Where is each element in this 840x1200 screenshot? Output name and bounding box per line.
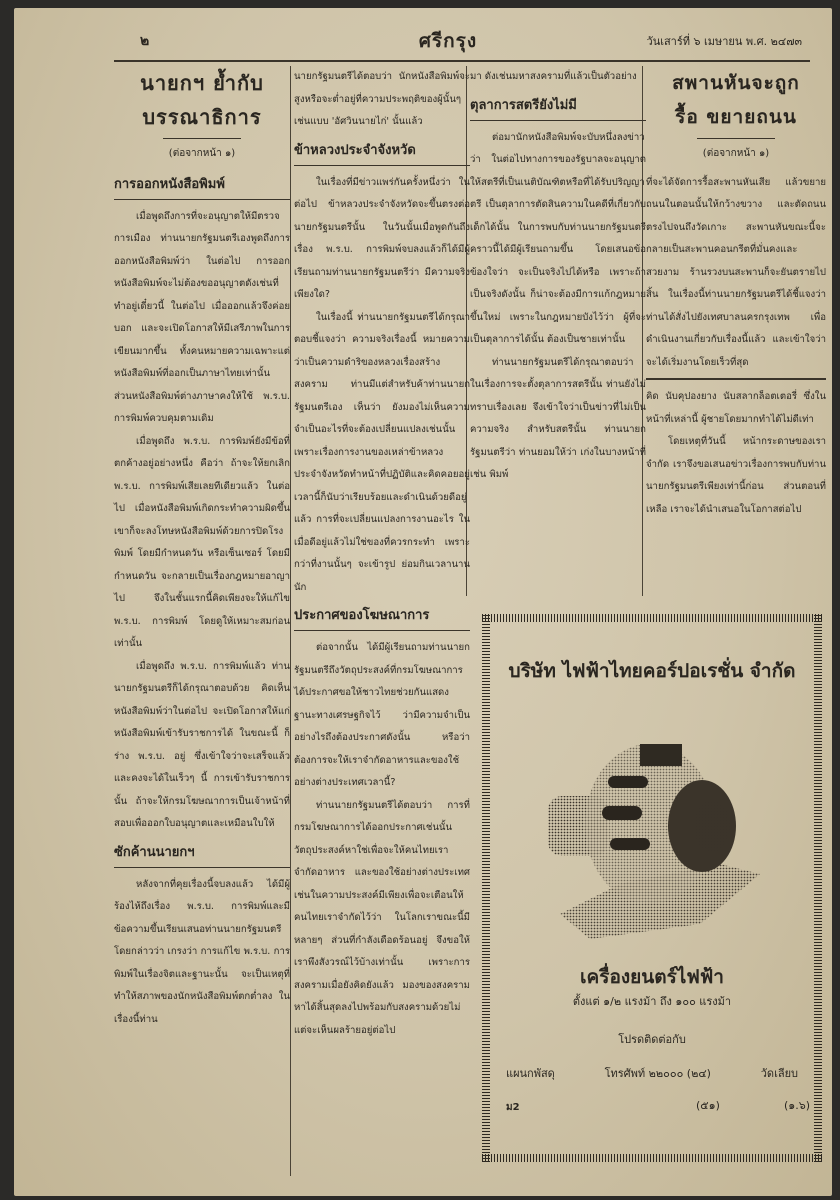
ad-reference-1: (๕๑) [696, 1099, 720, 1112]
ad-contact-label: โปรดติดต่อกับ [618, 1033, 686, 1046]
article-paragraph: ท่านนายกรัฐมนตรีได้ตอบว่า การที่กรมโฆษณาการได้ออกประกาศเช่นนั้น วัตถุประสงค์หาใช่เพื่อจะให้คนไทยเราจำกัดอาหาร และของใช้อย่างต่างประเทศเช่นในความประสงค์มีเพียงเพื่อจะเตือนให้คนไทยเราจำกัดไว้ว่า ในโลกเราขณะนี้มีหลายๆ ส่วนที่กำลังเดือดร้อนอยู่ จึงขอให้เราพึงสังวรณ์ไว้บ้างเท่านั้น เพราะการสงครามเมื่อยังคิดยังแล้ว มองของสงครามหาได้สิ้นสุดลงไปพร้อมกับสงครามด้วยไม่ แต่จะเห็นผลร้ายอยู่ต่อไป [294, 799, 470, 1036]
article-headline-line1: นายกฯ ย้ำกับ [140, 71, 264, 95]
newspaper-page [14, 8, 832, 1196]
ad-reference-2: (๑.๖) [783, 1099, 810, 1112]
article-paragraph: ต่อมานักหนังสือพิมพ์จะบับหนึ่งลงข่าวว่า ในต่อไปทางการของรัฐบาลจะอนุญาตให้สตรีที่เป็นเนติบัณฑิตหรือที่ได้รับปริญญาตรี เป็นตุลาการตัดสินความในคดีที่เกี่ยวกับเด็กได้นั้น ในการพบกับท่านนายกรัฐมนตรีคราวนี้ได้มีผู้เรียนถามขึ้น โดยเสนอข้อข้องใจว่า จะเป็นจริงไปได้หรือ เพราะถ้าเป็นจริงดังนั้น ก็น่าจะต้องมีการแก้กฎหมายขึ้นใหม่ เพราะในกฎหมายบังไว้ว่า ผู้ที่จะเป็นตุลาการได้นั้น ต้องเป็นชายเท่านั้น [470, 131, 646, 345]
continued-note: (ต่อจากหน้า ๑) [168, 148, 236, 159]
ad-address-row [506, 1064, 798, 1082]
article-paragraph: เมื่อพูดถึง พ.ร.บ. การพิมพ์แล้ว ท่านนายกรัฐมนตรีก็ได้กรุณาตอบด้วย คิดเห็นหนังสือพิมพ์ว่าในต่อไป จะเปิดโอกาสให้แก่หนังสือพิมพ์เข้ารับราชการได้ ในขณะนี้ ก็ร่าง พ.ร.บ. อยู่ ซึ่งเข้าใจว่าจะเสร็จแล้ว และคงจะได้ในเร็วๆ นี้ การเข้ารับราชการนั้น ถ้าจะให้กรมโฆษณาการเป็นเจ้าหน้าที่สอบเพื่อออกใบอนุญาตและเหมือนใบให้ [114, 660, 290, 829]
continued-note: (ต่อจากหน้า ๑) [702, 148, 770, 159]
article-paragraph: นายกรัฐมนตรีได้ตอบว่า นักหนังสือพิมพ์จะสูงหรือจะต่ำอยู่ที่ความประพฤติของผู้นั้นๆ เช่นแบบ 'อัศวินนายไก่' นั้นแล้ว [294, 71, 470, 127]
headline-rule [697, 138, 775, 139]
advertisement-box [476, 608, 828, 1168]
column-3 [470, 66, 646, 596]
article-paragraph: โดยเหตุที่วันนี้ หน้ากระดาษของเราจำกัด เราจึงขอเสนอข่าวเรื่องการพบกับท่านนายกรัฐมนตรีเพียงเท่านี้ก่อน ส่วนตอนที่เหลือ เราจะได้นำเสนอในโอกาสต่อไป [646, 436, 826, 515]
section-title: ตุลาการสตรียังไม่มี [470, 93, 646, 121]
column-divider [290, 66, 291, 1176]
article-paragraph: คิด นับคุปองยาง นับสลากล็อตเตอรี่ ซึ่งในหน้าที่เหล่านี้ ผู้ชายโดยมากทำได้ไม่ดีเท่า [646, 391, 826, 425]
ad-product-name: เครื่องยนตร์ไฟฟ้า [580, 966, 724, 988]
article-paragraph: หลังจากที่คุยเรื่องนี้จบลงแล้ว ได้มีผู้ร้องไห้ถึงเรื่อง พ.ร.บ. การพิมพ์และมีข้อความขึ้นเรียนเสนอท่านนายกรัฐมนตรีโดยกล่าวว่า เกรงว่า การแก้ไข พ.ร.บ. การพิมพ์ในเรื่องจิตและฐานะนั้น จะเป็นเหตุที่ทำให้สภาพของนักหนังสือพิมพ์ตกต่ำลง ในเรื่องนี้ท่าน [114, 878, 290, 1025]
article-paragraph: เมื่อพูดถึงการที่จะอนุญาตให้มีตรวจการเมือง ท่านนายกรัฐมนตรีเองพูดถึงการออกหนังสือพิมพ์ว่า ในต่อไป การออกหนังสือพิมพ์จะไม่ต้องขออนุญาตดังเช่นที่ทำอยู่เดี๋ยวนี้ ในต่อไป เมื่อออกแล้วจึงค่อยบอก และจะเปิดโอกาสให้มีเสรีภาพในการเขียนมากขึ้น ทั้งคนหมายความเฉพาะแต่หนังสือพิมพ์ที่ออกเป็นภาษาไทยเท่านั้น ส่วนหนังสือพิมพ์ต่างภาษาคงให้ใช้ พ.ร.บ. การพิมพ์ควบคุมตามเดิม [114, 210, 290, 424]
ad-power-range: ตั้งแต่ ๑/๒ แรงม้า ถึง ๑๐๐ แรงม้า [572, 995, 732, 1008]
article-paragraph: ในเรื่องที่มีข่าวแพร่กันครั้งหนึ่งว่า ในต่อไป ข้าหลวงประจำจังหวัดจะขึ้นตรงต่อนายกรัฐมนตรีนั้น ในวันนั้นเมื่อพูดกันถึงเรื่อง พ.ร.บ. การพิมพ์จบลงแล้วก็ได้มีผู้เรียนถามท่านนายกรัฐมนตรีว่า มีความจริงเพียงใด? [294, 176, 470, 300]
issue-date: วันเสาร์ที่ ๖ เมษายน พ.ศ. ๒๔๗๓ [646, 35, 802, 48]
article-headline-line2: บรรณาธิการ [142, 105, 262, 129]
headline-rule [163, 138, 241, 139]
article-paragraph: ที่จะได้จัดการรื้อสะพานหันเสีย แล้วขยายถนนในตอนนั้นให้กว้างขวาง และตัดถนนตรงไปจนถึงวัดเกาะ สะพานหันขณะนี้จะกลายเป็นสะพานคอนกรีตที่มั่นคงและสวยงาม ร้านรวงบนสะพานก็จะยันตรายไปสิ้น ในเรื่องนี้ท่านนายกรัฐมนตรีได้ชี้แจงว่า ท่านได้สั่งไปยังเทศบาลนครกรุงเทพ เพื่อดำเนินงานเกี่ยวกับเรื่องนี้แล้ว และเข้าใจว่าจะได้เริ่มงานโดยเร็วที่สุด [646, 176, 826, 368]
ad-location: วัดเลียบ [760, 1067, 798, 1080]
section-rule [646, 378, 826, 380]
article-paragraph: เมื่อพูดถึง พ.ร.บ. การพิมพ์ยังมีข้อที่ตกค้างอยู่อย่างหนึ่ง คือว่า ถ้าจะให้ยกเลิก พ.ร.บ. การพิมพ์เสียเลยทีเดียวแล้ว ในต่อไป เมื่อหนังสือพิมพ์เกิดกระทำความผิดขึ้นเขาก็จะลงโทษหนังสือพิมพ์ด้วยการปิดโรงพิมพ์ โดยมีกำหนดวัน หรือเซ็นเซอร์ โดยมีกำหนดวัน จะกลายเป็นเรื่องกฎหมายอาญาไป จึงในชั้นแรกนี้คิดเพียงจะให้แก้ไข พ.ร.บ. การพิมพ์ โดยดูให้เหมาะสมก่อนเท่านั้น [114, 435, 290, 649]
column-4 [646, 66, 826, 596]
section-title: ซักค้านนายกฯ [114, 840, 290, 868]
masthead-rule [114, 60, 810, 62]
ad-department: แผนกพัสดุ [506, 1067, 555, 1080]
article-headline-line2: รื้อ ขยายถนน [675, 106, 797, 128]
article-headline-line1: สพานหันจะถูก [672, 72, 800, 94]
newspaper-title: ศรีกรุง [418, 30, 478, 52]
page-number: ๒ [140, 33, 150, 49]
masthead [74, 26, 822, 56]
column-1 [114, 66, 290, 1031]
electric-motor-icon [530, 714, 770, 954]
article-paragraph: ต่อจากนั้น ได้มีผู้เรียนถามท่านนายกรัฐมนตรีถึงวัตถุประสงค์ที่กรมโฆษณาการได้ประกาศขอให้ชาวไทยช่วยกันแสดงฐานะทางเศรษฐกิจไว้ ว่ามีความจำเป็นอย่างไรถึงต้องประกาศดังนั้น หรือว่าต้องการจะให้เราจำกัดอาหารและของใช้อย่างต่างประเทศเวลานี้? [294, 642, 470, 788]
section-title: ข้าหลวงประจำจังหวัด [294, 138, 470, 166]
article-paragraph: มา ดังเช่นมหาสงครามที่แล้วเป็นตัวอย่าง [470, 71, 637, 82]
article-paragraph: ในเรื่องนี้ ท่านนายกรัฐมนตรีได้กรุณาตอบชี้แจงว่า ความจริงเรื่องนี้ หมายความว่าเป็นความดำริของหลวงเรื่องสร้างสงคราม ท่านมีแต่สำหรับค้าท่านนายกรัฐมนตรีเอง เห็นว่า ยังมองไม่เห็นความจำเป็นอะไรที่จะต้องเปลี่ยนแปลงเช่นนั้น เพราะเรื่องการงานของเหล่าข้าหลวงประจำจังหวัดทำหน้าที่ปฏิบัติและคิดคอยอยู่เวลานี้ก็นับว่าเรียบร้อยและดำเนินด้วยดีอยู่แล้ว การที่จะเปลี่ยนแปลงการงานอะไร ในเมื่อดีอยู่แล้วไม่ใช่ของที่ควรกระทำ เพราะกว่าที่งานนั้นๆ จะเข้ารูป ย่อมกินเวลานานนัก [294, 311, 470, 593]
section-title: การออกหนังสือพิมพ์ [114, 172, 290, 200]
section-title: ประกาศของโฆษณาการ [294, 603, 470, 631]
article-paragraph: ท่านนายกรัฐมนตรีได้กรุณาตอบว่า ในเรื่องการจะตั้งตุลาการสตรีนั้น ท่านยังไม่ทราบเรื่องเลย จึงเข้าใจว่าเป็นข่าวที่ไม่เป็นความจริง สำหรับสตรีนั้น ท่านนายกรัฐมนตรีว่า ท่านยอมให้ว่า เก่งในบางหน้าที่เช่น พิมพ์ [470, 356, 646, 480]
column-2 [294, 66, 470, 1042]
ad-phone: โทรศัพท์ ๒๒๐๐๐ (๒๔) [604, 1067, 711, 1080]
ad-company-name: บริษัท ไฟฟ้าไทยคอร์ปอเรชั่น จำกัด [508, 660, 796, 682]
ad-code: ม2 [506, 1102, 520, 1113]
